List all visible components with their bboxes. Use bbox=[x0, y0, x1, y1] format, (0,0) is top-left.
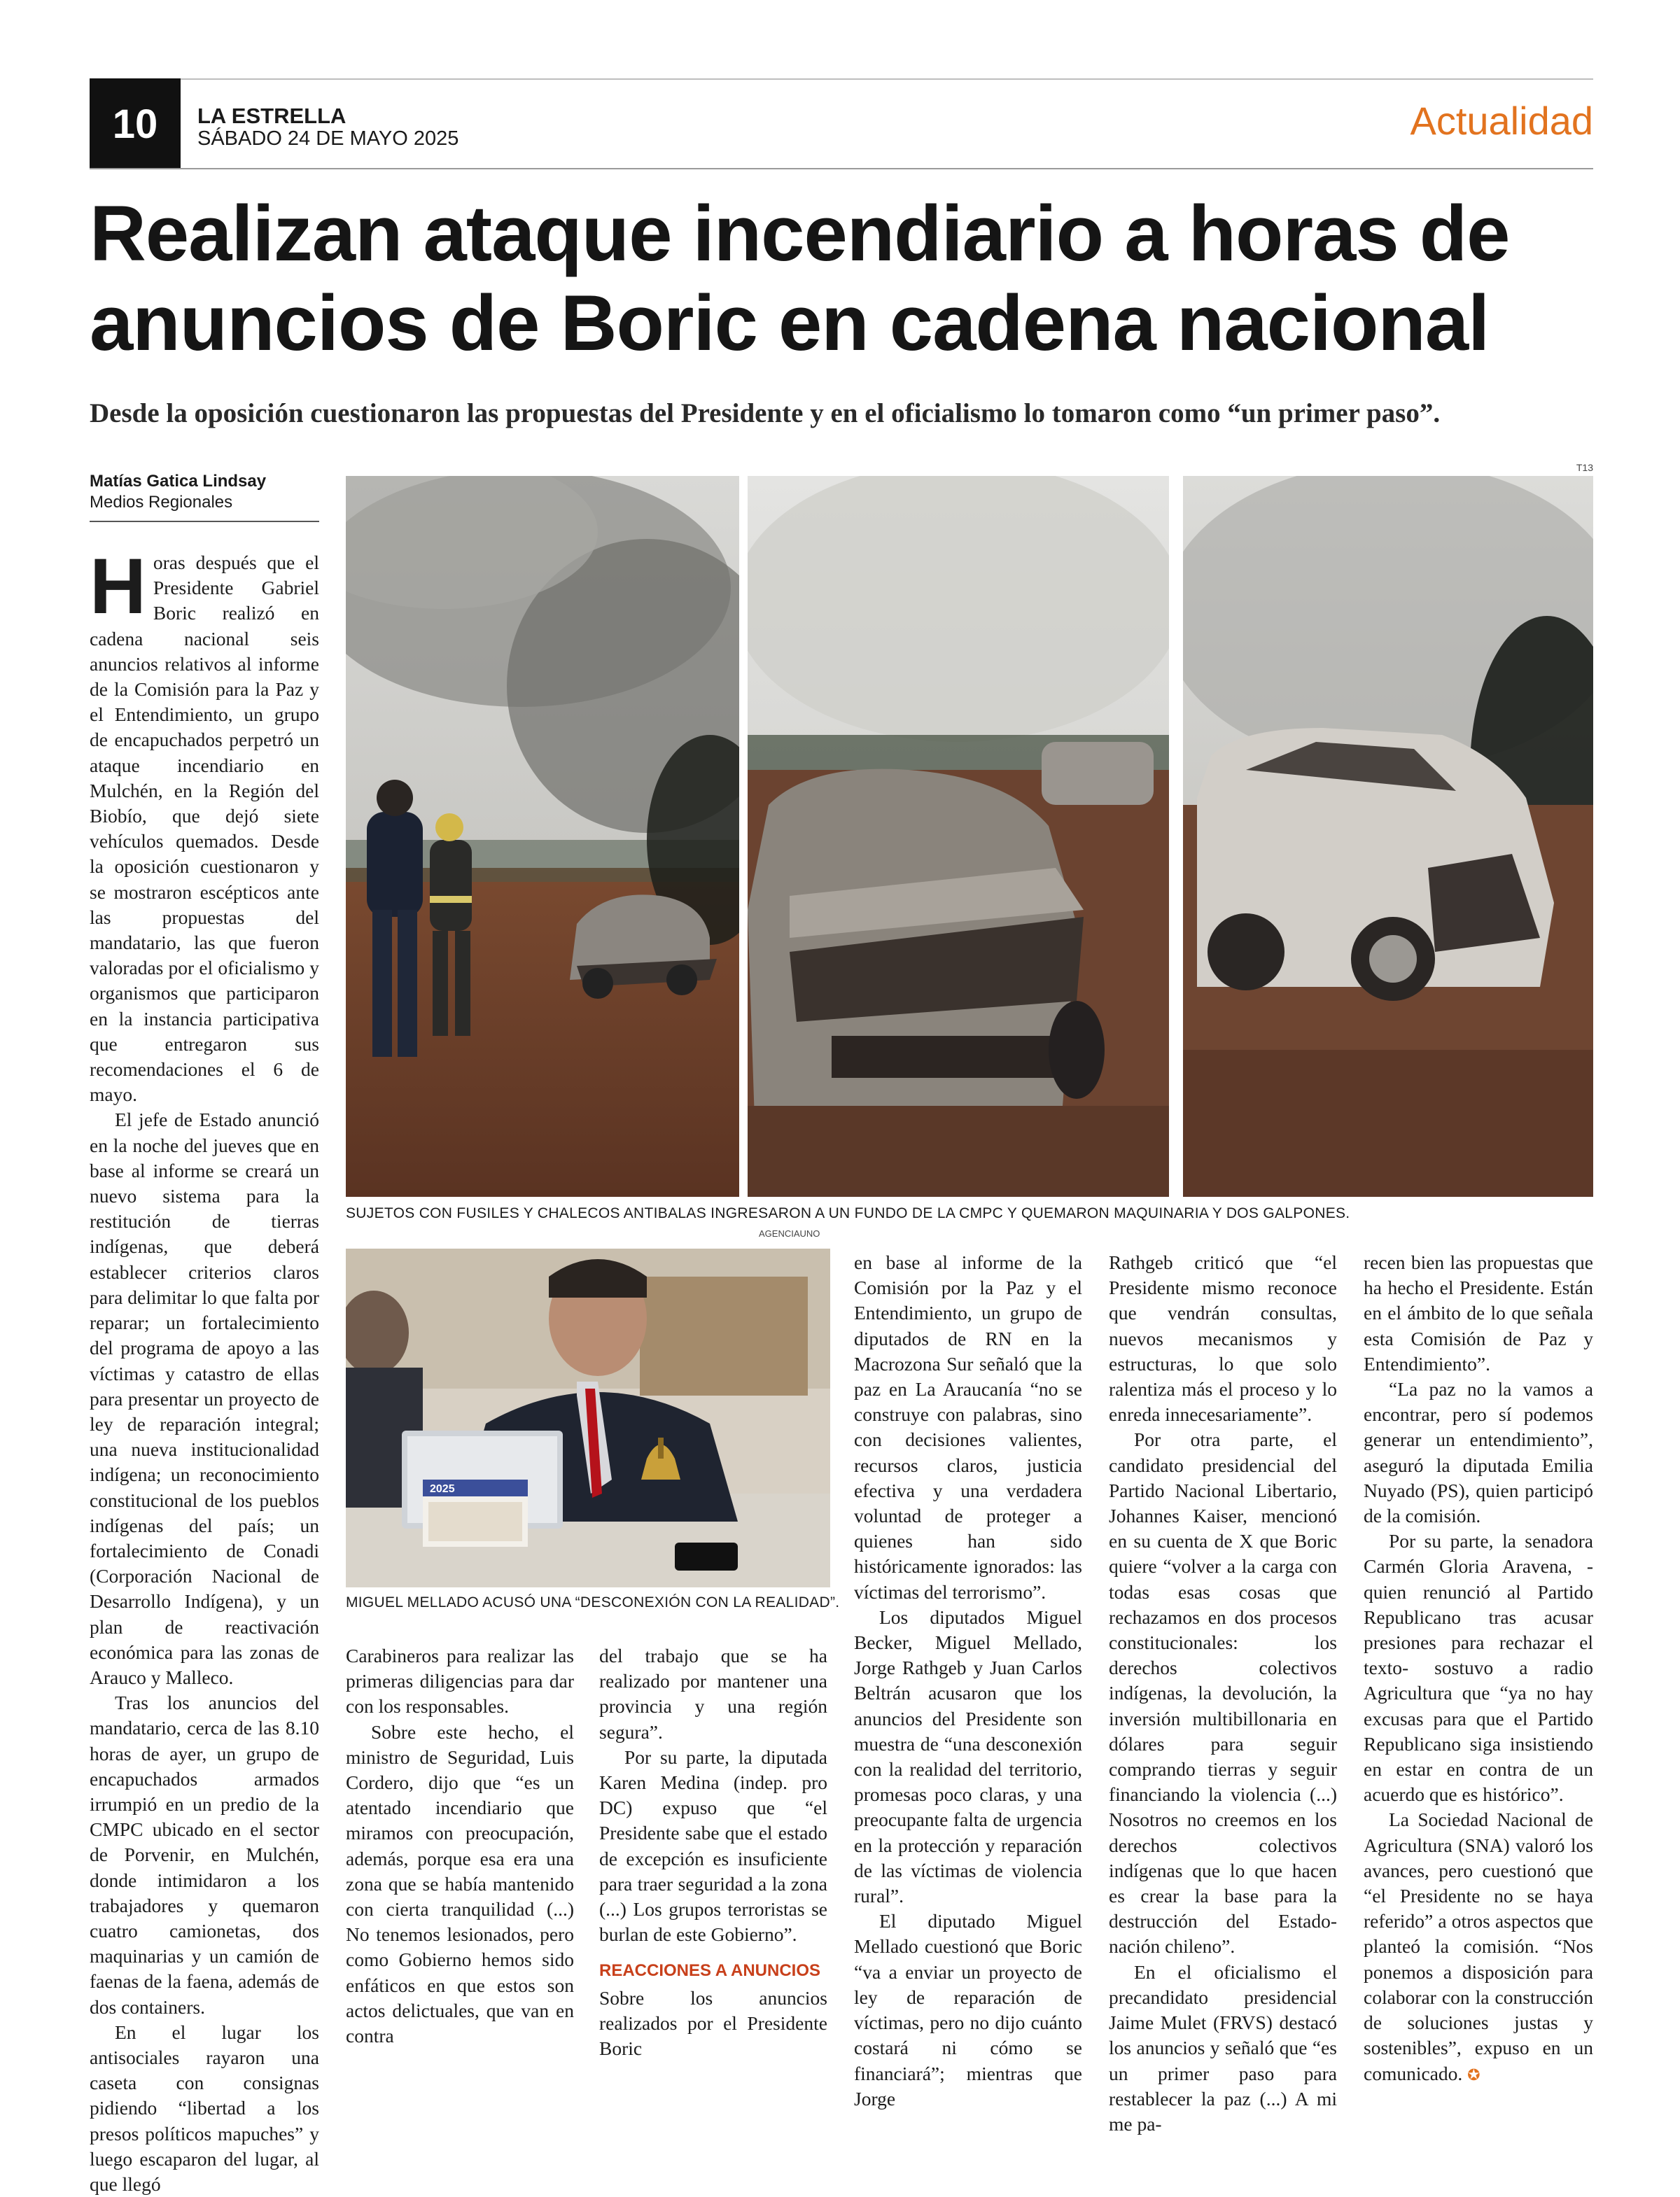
paragraph: recen bien las propuestas que ha hecho el Presidente. Están en el ámbito de lo que señala esta Comisión de Paz y Entendimiento”. bbox=[1364, 1251, 1593, 1375]
page-number: 10 bbox=[90, 78, 181, 169]
photo-credit-secondary: AGENCIAUNO bbox=[759, 1228, 820, 1239]
subheadline: Desde la oposición cuestionaron las propuestas del Presidente y en el oficialismo lo tomaron como “un primer paso”. bbox=[90, 398, 1441, 428]
issue-date: SÁBADO 24 DE MAYO 2025 bbox=[197, 127, 459, 150]
headline bbox=[90, 189, 1595, 368]
paragraph: Por su parte, la senadora Carmén Gloria Aravena, - quien renunció al Partido Republicano tras acusar presiones para rechazar el texto- sostuvo a radio Agricultura que “ya no hay excusas para que el Partido Republicano siga insistiendo en estar en contra de un acuerdo que es histórico”. bbox=[1364, 1530, 1593, 1806]
paragraph: del trabajo que se ha realizado por mantener una provincia y una región segura”. bbox=[599, 1645, 827, 1743]
section-label: Actualidad bbox=[1410, 99, 1593, 143]
paragraph: El diputado Miguel Mellado cuestionó que Boric “va a enviar un proyecto de ley de reparación de víctimas, pero no dijo cuánto costará ni cómo se financiará”; mientras que Jorge bbox=[854, 1910, 1082, 2110]
photo-firefighters-burned-car-image bbox=[346, 476, 739, 1197]
photo-caption-secondary: MIGUEL MELLADO ACUSÓ UNA “DESCONEXIÓN CON LA REALIDAD”. bbox=[346, 1594, 840, 1610]
paragraph: Sobre este hecho, el ministro de Seguridad, Luis Cordero, dijo que “es un atentado incendiario que miramos con preocupación, además, porque esa era una zona que se había mantenido con cierta tranquilidad (...) No tenemos lesionados, pero como Gobierno hemos sido enfáticos en que estos son actos delictuales, que van en contra bbox=[346, 1720, 574, 2047]
paragraph: El jefe de Estado anunció en la noche del jueves que en base al informe se creará un nuevo sistema para la restitución de tierras indígenas, que deberá establecer criterios claros para delimitar lo que falta por reparar; un fortalecimiento del programa de apoyo a las víctimas y catastro de ellas para presentar un proyecto de ley de reparación integral; una nueva institucionalidad indígena; un reconocimiento constitucional de los pueblos indígenas del país; un fortalecimiento de Conadi (Corporación Nacional de Desarrollo Indígena), y un plan de reactivación económica para las zonas de Arauco y Malleco. bbox=[90, 1109, 319, 1688]
paragraph: oras después que el Presidente Gabriel Boric realizó en cadena nacional seis anuncios relativos al informe de la Comisión para la Paz y el Entendimiento, un grupo de encapuchados perpetró un ataque incendiario en Mulchén, en la Región del Biobío, que dejó siete vehículos quemados. Desde la oposición cuestionaron y se mostraron escépticos ante las propuestas del mandatario, las que fueron valoradas por el oficialismo y organismos que participaron en la instancia participativa que entregaron sus recomendaciones el 6 de mayo. bbox=[90, 552, 319, 1106]
photo-credit: T13 bbox=[1576, 462, 1593, 473]
paragraph: Los diputados Miguel Becker, Miguel Mellado, Jorge Rathgeb y Juan Carlos Beltrán acusaron que los anuncios del Presidente son muestra de “una desconexión con la realidad del territorio, promesas poco claras, y una preocupante falta de urgencia en la protección y reparación de las víctimas de violencia rural”. bbox=[854, 1606, 1082, 1907]
byline-author: Matías Gatica Lindsay bbox=[90, 472, 267, 491]
end-of-article-icon: ✪ bbox=[1467, 2066, 1480, 2084]
article-column-5 bbox=[1109, 1250, 1337, 2137]
photo-burned-car-front-image bbox=[748, 476, 1169, 1197]
section-subheading: REACCIONES A ANUNCIOS bbox=[599, 1961, 821, 1981]
photo-burned-car-front bbox=[748, 476, 1169, 1197]
photo-deputy-with-bell bbox=[346, 1249, 830, 1587]
paragraph: Por su parte, la diputada Karen Medina (indep. pro DC) expuso que “el Presidente sabe que el estado de excepción es insuficiente para traer seguridad a la zona (...) Los grupos terroristas se burlan de este Gobierno”. bbox=[599, 1746, 827, 1946]
article-column-2 bbox=[346, 1643, 574, 2049]
photo-firefighters-burned-car bbox=[346, 476, 739, 1197]
paragraph bbox=[1364, 1807, 1593, 2088]
drop-cap: H bbox=[90, 542, 146, 630]
byline-organization: Medios Regionales bbox=[90, 493, 233, 512]
paragraph: En el lugar los antisociales rayaron una caseta con consignas pidiendo “libertad a los presos políticos mapuches” y luego escaparon del lugar, al que llegó bbox=[90, 2021, 319, 2195]
paragraph: Sobre los anuncios realizados por el Presidente Boric bbox=[599, 1986, 827, 2060]
paragraph: En el oficialismo el precandidato presidencial Jaime Mulet (FRVS) destacó los anuncios y señaló que “es un primer paso para restablecer la paz (...) A mi me pa- bbox=[1109, 1960, 1337, 2135]
header-bottom-rule bbox=[90, 168, 1593, 169]
headline-line-2: anuncios de Boric en cadena nacional bbox=[90, 279, 1490, 367]
paragraph-text: La Sociedad Nacional de Agricultura (SNA) valoró los avances, pero cuestionó que “el Presidente no se haya referido” a otros aspectos que planteó la comisión. “Nos ponemos a disposición para colaborar con la construcción de soluciones justas y sostenibles”, expuso en un comunicado. bbox=[1364, 1809, 1593, 2084]
article-column-1 bbox=[90, 542, 319, 2197]
paragraph: “La paz no la vamos a encontrar, pero sí podemos generar un entendimiento”, aseguró la diputada Emilia Nuyado (PS), quien participó de la comisión. bbox=[1364, 1378, 1593, 1527]
photo-burned-car-side-image bbox=[1183, 476, 1593, 1197]
article-column-3 bbox=[599, 1643, 827, 2061]
paragraph: en base al informe de la Comisión por la Paz y el Entendimiento, un grupo de diputados de RN en la Macrozona Sur señaló que la paz en La Araucanía “no se construye con palabras, sino con decisiones valientes, recursos claros, justicia efectiva y una verdadera voluntad de proteger a quienes han sido históricamente ignorados: las víctimas del terrorismo”. bbox=[854, 1251, 1082, 1603]
byline-rule bbox=[90, 521, 319, 522]
article-column-6 bbox=[1364, 1250, 1593, 2089]
article-column-4 bbox=[854, 1250, 1082, 2112]
paragraph: Carabineros para realizar las primeras diligencias para dar con los responsables. bbox=[346, 1645, 574, 1718]
calendar-year: 2025 bbox=[430, 1483, 455, 1495]
newspaper-name: LA ESTRELLA bbox=[197, 104, 346, 128]
headline-line-1: Realizan ataque incendiario a horas de bbox=[90, 190, 1510, 277]
header-top-rule bbox=[90, 78, 1593, 80]
paragraph: Rathgeb criticó que “el Presidente mismo reconoce que vendrán consultas, nuevos mecanismos y estructuras, lo que solo ralentiza más el proceso y lo enreda innecesariamente”. bbox=[1109, 1251, 1337, 1426]
photo-burned-car-side bbox=[1183, 476, 1593, 1197]
paragraph: Por otra parte, el candidato presidencial del Partido Nacional Libertario, Johannes Kaiser, mencionó en su cuenta de X que Boric quiere “volver a la carga con todas esas cosas que rechazamos en dos procesos constitucionales: los derechos colectivos indígenas, la devolución, la inversión multibillonaria en dólares para seguir comprando tierras y seguir financiando la violencia (...) Nosotros no creemos en los derechos colectivos indígenas que lo que hacen es crear la base para la destrucción del Estado-nación chileno”. bbox=[1109, 1429, 1337, 1958]
photo-deputy-with-bell-image bbox=[346, 1249, 830, 1587]
paragraph: Tras los anuncios del mandatario, cerca de las 8.10 horas de ayer, un grupo de encapuchados armados irrumpió en un predio de la CMPC ubicado en el sector de Porvenir, en Mulchén, donde intimidaron a los trabajadores y quemaron cuatro camionetas, dos maquinarias y un camión de faenas de la faena, además de dos containers. bbox=[90, 1692, 319, 2018]
photo-caption: SUJETOS CON FUSILES Y CHALECOS ANTIBALAS INGRESARON A UN FUNDO DE LA CMPC Y QUEMARON MAQUINARIA Y DOS GALPONES. bbox=[346, 1205, 1350, 1221]
